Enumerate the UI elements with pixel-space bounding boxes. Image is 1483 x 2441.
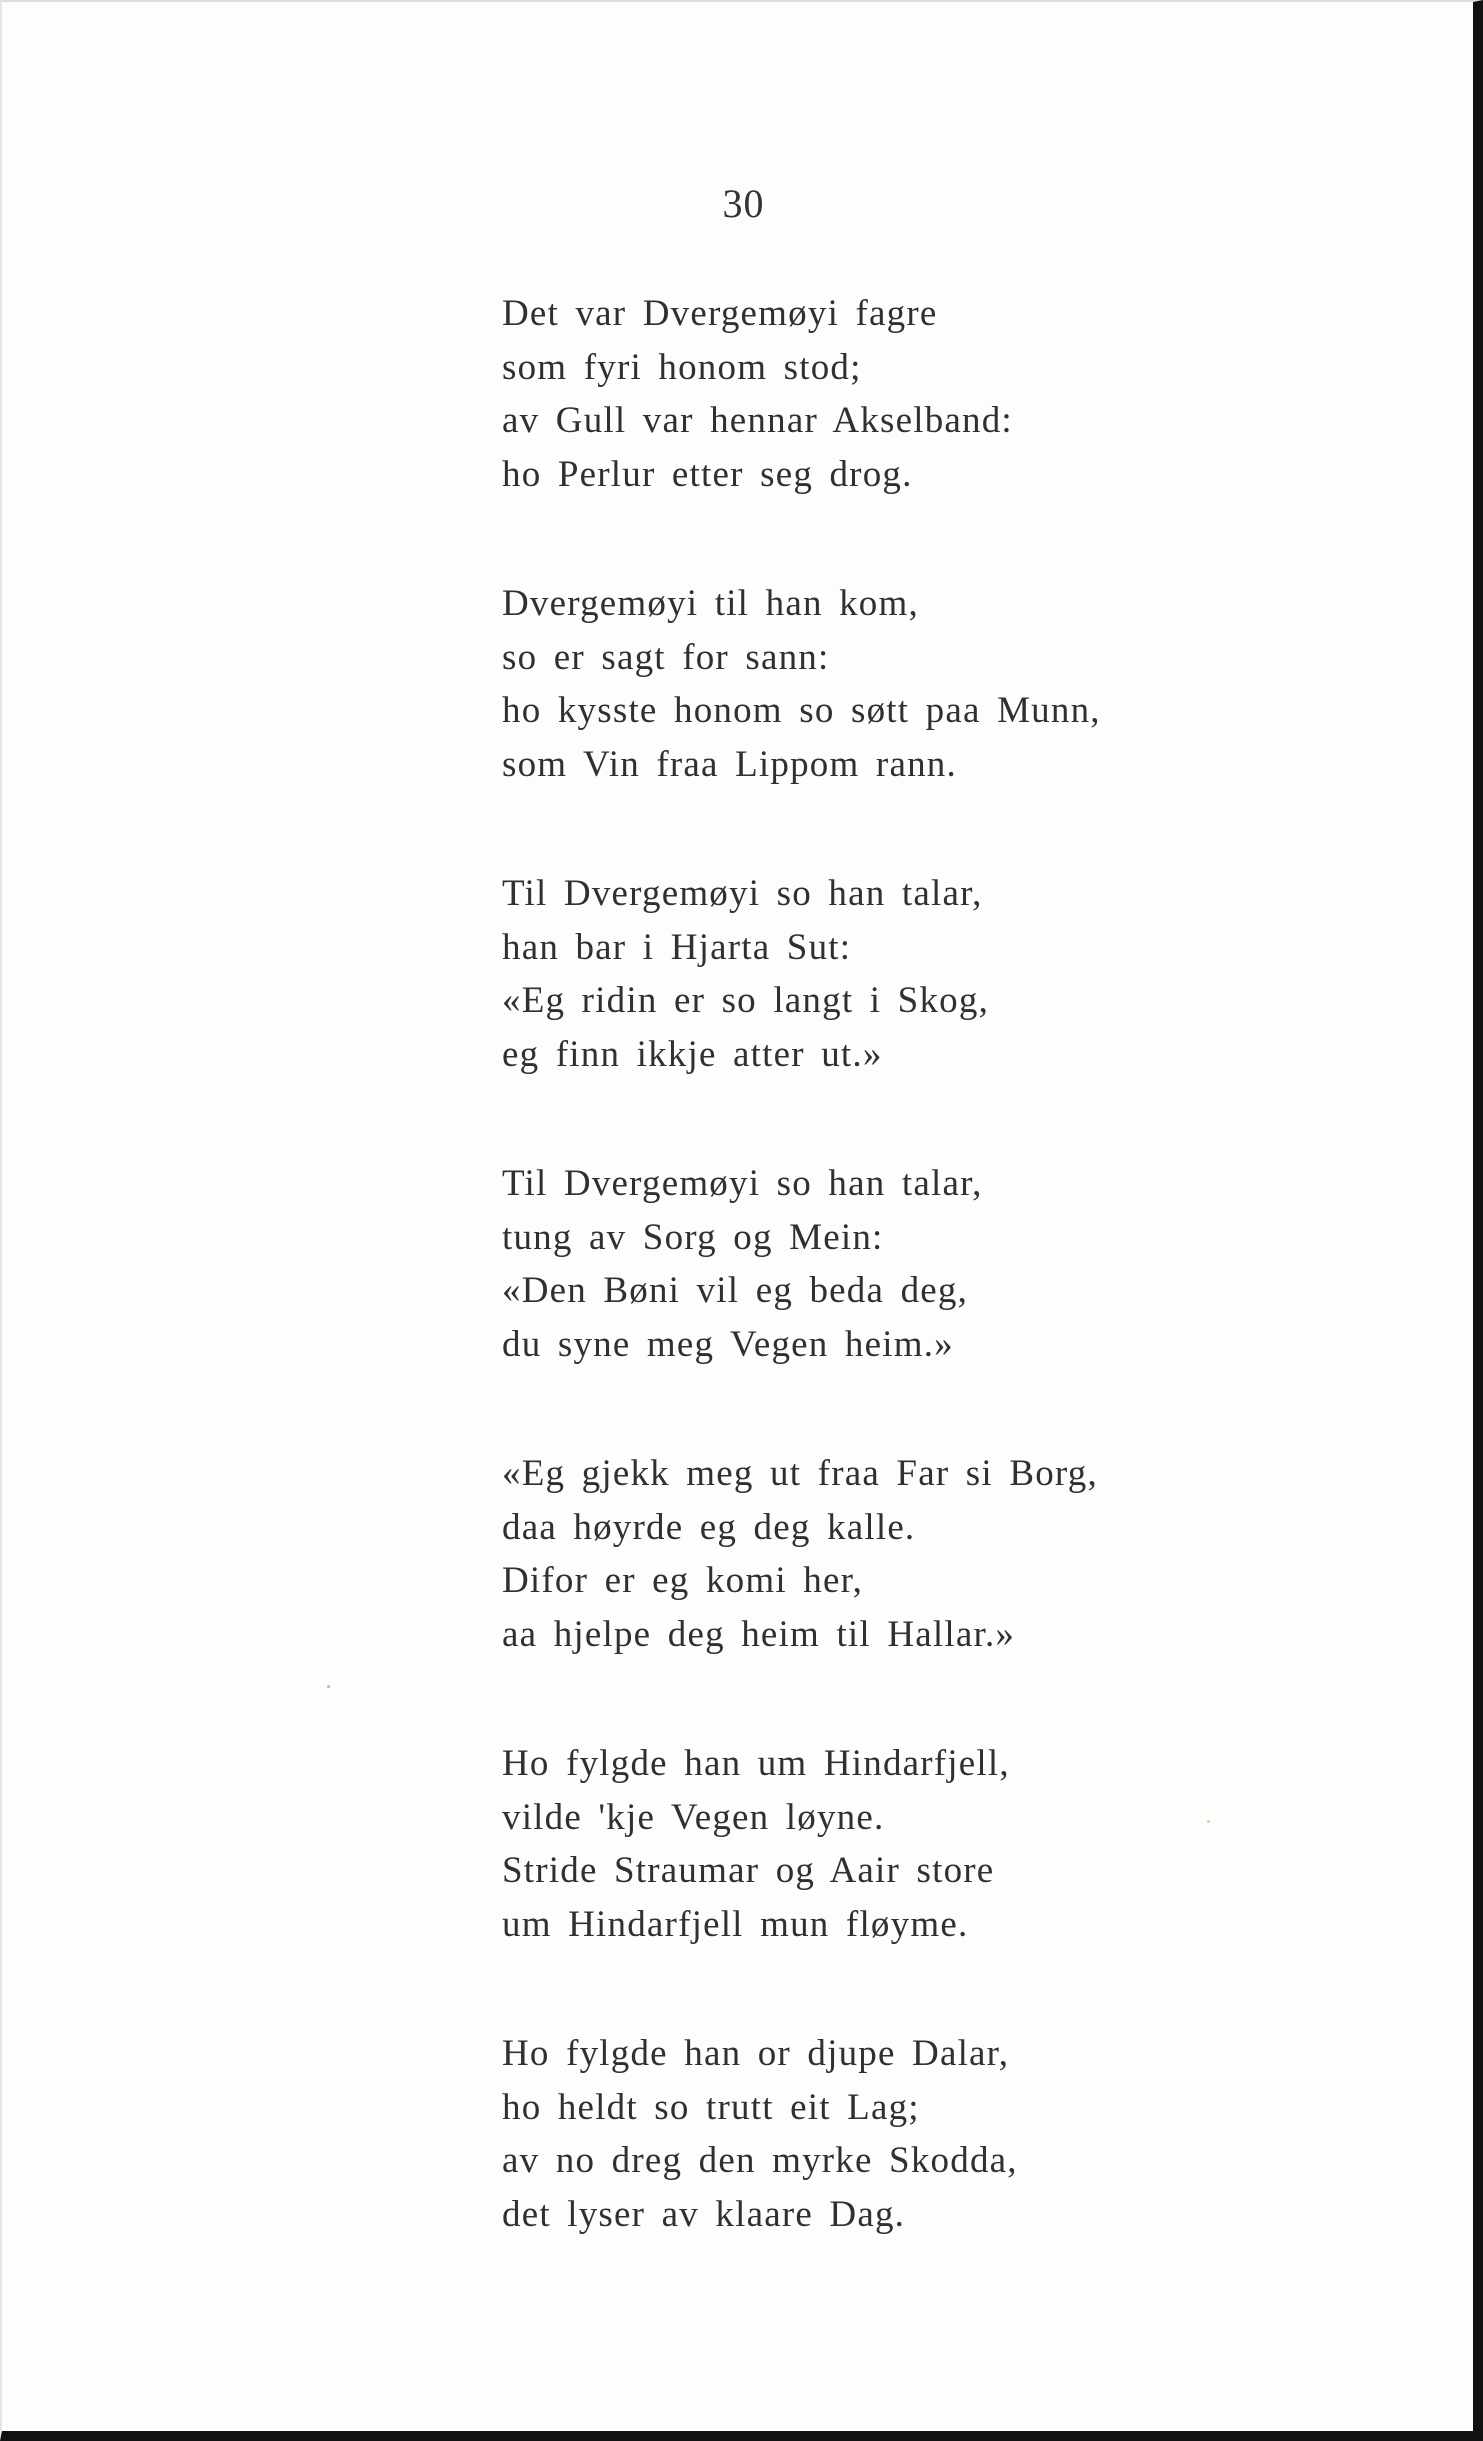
verse-line: det lyser av klaare Dag. xyxy=(502,2193,906,2235)
verse-line: ho heldt so trutt eit Lag; xyxy=(502,2086,920,2128)
verse-line: Ho fylgde han or djupe Dalar, xyxy=(502,2033,1010,2074)
page-number: 30 xyxy=(722,181,765,226)
verse-line: Ho fylgde han um Hindarfjell, xyxy=(502,1743,1010,1784)
verse-line: «Den Bøni vil eg beda deg, xyxy=(502,1270,969,1311)
stanza-7 xyxy=(502,2027,1262,2241)
verse-line: Difor er eg komi her, xyxy=(502,1560,864,1601)
verse-line: daa høyrde eg deg kalle. xyxy=(502,1506,916,1548)
stanza-4 xyxy=(502,1157,1262,1371)
stanza-5 xyxy=(502,1447,1262,1661)
verse-line: som fyri honom stod; xyxy=(502,346,862,388)
verse-line: Dvergemøyi til han kom, xyxy=(502,583,919,624)
verse-line: han bar i Hjarta Sut: xyxy=(502,926,852,968)
paper-speck xyxy=(1207,1820,1210,1823)
verse-line: av Gull var hennar Akselband: xyxy=(502,400,1013,441)
verse-line: aa hjelpe deg heim til Hallar.» xyxy=(502,1613,1016,1655)
verse-line: som Vin fraa Lippom rann. xyxy=(502,743,957,785)
verse-line: «Eg gjekk meg ut fraa Far si Borg, xyxy=(502,1453,1098,1494)
verse-line: ho Perlur etter seg drog. xyxy=(502,453,913,495)
verse-line: «Eg ridin er so langt i Skog, xyxy=(502,980,990,1021)
verse-line: Til Dvergemøyi so han talar, xyxy=(502,873,983,914)
stanza-3 xyxy=(502,867,1262,1081)
verse-line: du syne meg Vegen heim.» xyxy=(502,1323,954,1365)
poem xyxy=(502,287,1262,2317)
verse-line: Til Dvergemøyi so han talar, xyxy=(502,1163,983,1204)
verse-line: av no dreg den myrke Skodda, xyxy=(502,2140,1018,2181)
stanza-2 xyxy=(502,577,1262,791)
paper-speck xyxy=(327,1685,330,1688)
verse-line: eg finn ikkje atter ut.» xyxy=(502,1033,883,1075)
stanza-1 xyxy=(502,287,1262,501)
verse-line: ho kysste honom so søtt paa Munn, xyxy=(502,690,1101,731)
verse-line: tung av Sorg og Mein: xyxy=(502,1216,884,1258)
verse-line: um Hindarfjell mun fløyme. xyxy=(502,1903,969,1945)
stanza-6 xyxy=(502,1737,1262,1951)
verse-line: vilde 'kje Vegen løyne. xyxy=(502,1796,885,1838)
verse-line: so er sagt for sann: xyxy=(502,636,830,678)
verse-line: Det var Dvergemøyi fagre xyxy=(502,293,938,334)
verse-line: Stride Straumar og Aair store xyxy=(502,1850,995,1891)
